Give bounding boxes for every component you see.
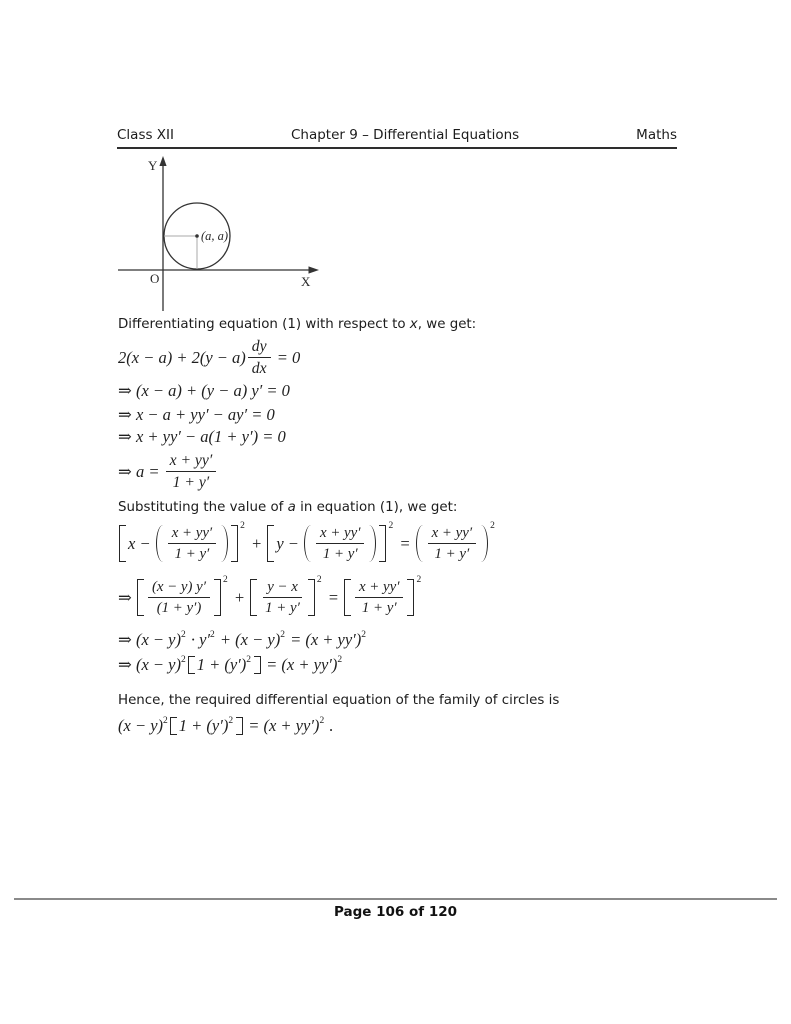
page-header bbox=[117, 127, 677, 149]
header-chapter-title: Chapter 9 – Differential Equations bbox=[290, 127, 520, 143]
equation-line-9: ⇒ (x − y) $^2$ 1 + (y′) $^2$ = (x + yy′) $^2$ bbox=[118, 654, 343, 674]
y-axis-label: Y bbox=[148, 158, 158, 173]
equation-line-1: 2(x − a) + 2(y − a) $\frac{dy}{dx}$ = 0 bbox=[118, 338, 301, 378]
header-subject-label: Maths bbox=[636, 127, 677, 143]
circle-center-dot bbox=[195, 234, 199, 238]
paragraph-differentiating: Differentiating equation (1) with respect to x, we get: bbox=[118, 317, 477, 332]
x-axis-label: X bbox=[301, 274, 311, 289]
y-axis-arrow-icon bbox=[159, 156, 166, 166]
equation-line-8: ⇒ (x − y) $^2$ · y′ $^2$ + (x − y) $^2$ = (x + yy′) $^2$ bbox=[118, 629, 367, 649]
circle-center-label: (a, a) bbox=[201, 229, 229, 243]
equation-line-10-result: (x − y) $^2$ 1 + (y′) $^2$ = (x + yy′) $^2$ . bbox=[118, 715, 334, 735]
equation-line-6: x − $\frac{x + yy'}{1 + y'}$ $^2$ + y − $\frac{x + yy'}{1 + y'}$ $^2$ = $\frac{x + yy'}{1 + y'}$ $^2$ bbox=[118, 524, 497, 563]
footer-page-number: Page 106 of 120 bbox=[333, 904, 458, 920]
header-class-label: Class XII bbox=[117, 127, 175, 143]
equation-line-3: ⇒ x − a + yy′ − ay′ = 0 bbox=[118, 405, 275, 424]
paragraph-substituting: Substituting the value of a in equation (1), we get: bbox=[118, 500, 458, 515]
paragraph-hence: Hence, the required differential equation of the family of circles is bbox=[118, 693, 560, 708]
equation-line-4: ⇒ x + yy′ − a(1 + y′) = 0 bbox=[118, 427, 286, 446]
equation-line-7: ⇒ $\frac{(x - y) y'}{(1 + y')}$ $^2$ + $\frac{y - x}{1 + y'}$ $^2$ = $\frac{x + yy'}{1 + y'}$ $^2$ bbox=[118, 575, 422, 617]
footer-rule bbox=[14, 898, 777, 900]
x-axis-arrow-icon bbox=[309, 266, 320, 273]
equation-line-2: ⇒ (x − a) + (y − a) y′ = 0 bbox=[118, 381, 290, 400]
origin-label: O bbox=[150, 271, 160, 286]
circle-family-figure bbox=[112, 156, 347, 318]
equation-line-5: ⇒ a = $\frac{x + yy'}{1 + y'}$ bbox=[118, 451, 218, 492]
